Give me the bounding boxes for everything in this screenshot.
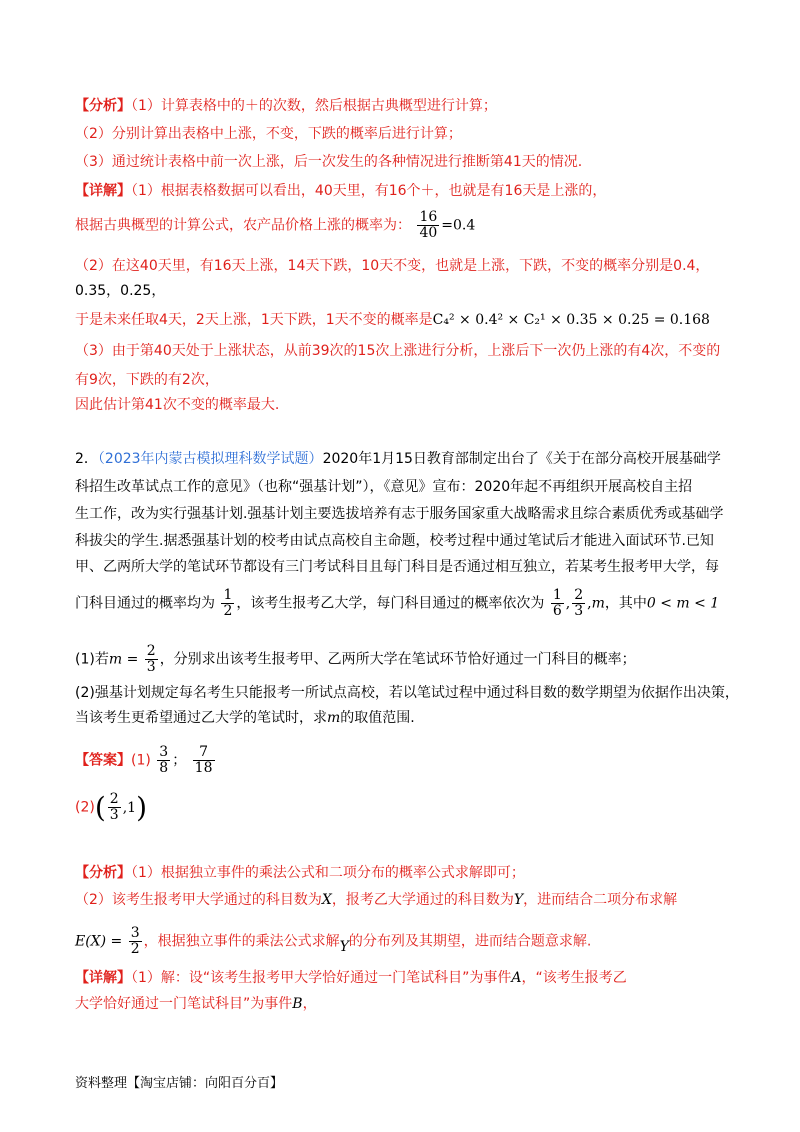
question-2-line-2: 科招生改革试点工作的意见》（也称“强基计划”），《意见》宣布：2020年起不再组织开展高校自主招 [75, 479, 693, 495]
answer-tag: 【答案】 [75, 752, 131, 769]
question-source: （2023年内蒙古模拟理科数学试题） [97, 451, 323, 467]
detail-1-line-1: 【详解】（1）根据表格数据可以看出，40天里，有16个＋，也就是有16天是上涨的， [75, 183, 607, 199]
fraction-two-thirds: $\frac{2}{3}$ [574, 587, 584, 619]
fraction-one-sixth: $\frac{1}{6}$ [552, 587, 562, 619]
detail-1-line-2: 根据古典概型的计算公式，农产品价格上涨的概率为： $\frac{16}{40}$ =0.4 [75, 209, 476, 241]
fraction-m-value: $\frac{2}{3}$ [146, 643, 156, 675]
answer-line-2: (2)( $\frac{2}{3}$ ,1) [75, 790, 147, 824]
detail-1-line-6: （3）由于第40天处于上涨状态，从前39次的15次上涨进行分析，上涨后下一次仍上涨的有4次，不变的 [75, 343, 721, 359]
question-2-line-4: 科拔尖的学生.据悉强基计划的校考由试点高校自主命题，校考过程中通过笔试后才能进入面试环节.已知 [75, 533, 714, 549]
analysis-1-line-3: （3）通过统计表格中前一次上涨，后一次发生的各种情况进行推断第41天的情况. [75, 154, 583, 170]
detail-1-line-8: 因此估计第41次不变的概率最大. [75, 397, 280, 413]
analysis-2-tag: 【分析】 [75, 865, 131, 881]
question-number: 2． [75, 451, 98, 467]
question-2-part-2-line-1: (2)强基计划规定每名考生只能报考一所试点高校，若以笔试过程中通过科目数的数学期望为依据作出决策， [75, 685, 739, 701]
analysis-1-line-2: （2）分别计算出表格中上涨，不变，下跌的概率后进行计算； [75, 126, 462, 142]
answer-line-1: 【答案】(1) $\frac{3}{8}$ ； $\frac{7}{18}$ [75, 744, 213, 776]
fraction-one-half: $\frac{1}{2}$ [223, 587, 233, 619]
detail-1-line-7: 有9次，下跌的有2次， [75, 372, 219, 388]
fraction-three-halves: $\frac{3}{2}$ [130, 925, 140, 957]
answer-interval: ( $\frac{2}{3}$ ,1) [94, 790, 147, 824]
detail-1-line-5: 于是未来任取4天，2天上涨，1天下跌，1天不变的概率是C₄² × 0.4² × C₂¹ × 0.35 × 0.25 = 0.168 [75, 312, 710, 328]
m-range: 0 < m < 1 [646, 595, 720, 612]
analysis-2-line-2: （2）该考生报考甲大学通过的科目数为X，报考乙大学通过的科目数为Y，进而结合二项分布求解 [75, 892, 678, 908]
detail-2-line-1: 【详解】（1）解：设“该考生报考甲大学恰好通过一门笔试科目”为事件A，“该考生报考乙 [75, 970, 627, 986]
analysis-tag: 【分析】 [75, 98, 131, 114]
detail-2-line-2: 大学恰好通过一门笔试科目”为事件B， [75, 996, 317, 1012]
expectation-formula: E(X) = [75, 933, 123, 950]
analysis-2-line-1: 【分析】（1）根据独立事件的乘法公式和二项分布的概率公式求解即可； [75, 865, 525, 881]
answer-fraction-3-8: $\frac{3}{8}$ [159, 744, 169, 776]
question-2-line-1: 2．（2023年内蒙古模拟理科数学试题）2020年1月15日教育部制定出台了《关于在部分高校开展基础学 [75, 451, 721, 467]
question-2-line-3: 生工作，改为实行强基计划.强基计划主要选拔培养有志于服务国家重大战略需求且综合素质优秀或基础学 [75, 506, 724, 522]
detail-tag: 【详解】 [75, 183, 131, 199]
answer-fraction-7-18: $\frac{7}{18}$ [194, 744, 213, 776]
probability-formula: C₄² × 0.4² × C₂¹ × 0.35 × 0.25 = 0.168 [432, 312, 710, 328]
fraction-16-40: $\frac{16}{40}$ [419, 209, 438, 241]
question-2-line-6: 门科目通过的概率均为 $\frac{1}{2}$ ，该考生报考乙大学，每门科目通过的概率依次为 $\frac{1}{6}$ , $\frac{2}{3}$ ,m，其中0 < m < 1 [75, 587, 720, 619]
analysis-2-line-3: E(X) = $\frac{3}{2}$ ，根据独立事件的乘法公式求解Y的分布列及其期望，进而结合题意求解. [75, 925, 592, 957]
analysis-1-line-1: 【分析】（1）计算表格中的＋的次数，然后根据古典概型进行计算； [75, 98, 497, 114]
question-2-part-1: (1)若m = $\frac{2}{3}$ ，分别求出该考生报考甲、乙两所大学在笔试环节恰好通过一门科目的概率； [75, 643, 636, 675]
detail-1-line-3: （2）在这40天里，有16天上涨，14天下跌，10天不变，也就是上涨，下跌，不变的概率分别是0.4， [75, 258, 710, 274]
detail-1-line-4: 0.35，0.25， [75, 283, 166, 299]
question-2-part-2-line-2: 当该考生更希望通过乙大学的笔试时，求m的取值范围. [75, 710, 415, 726]
page-footer: 资料整理【淘宝店铺：向阳百分百】 [75, 1076, 284, 1091]
detail-2-tag: 【详解】 [75, 970, 131, 986]
question-2-line-5: 甲、乙两所大学的笔试环节都设有三门考试科目且每门科目是否通过相互独立，若某考生报考甲大学，每 [75, 559, 719, 575]
